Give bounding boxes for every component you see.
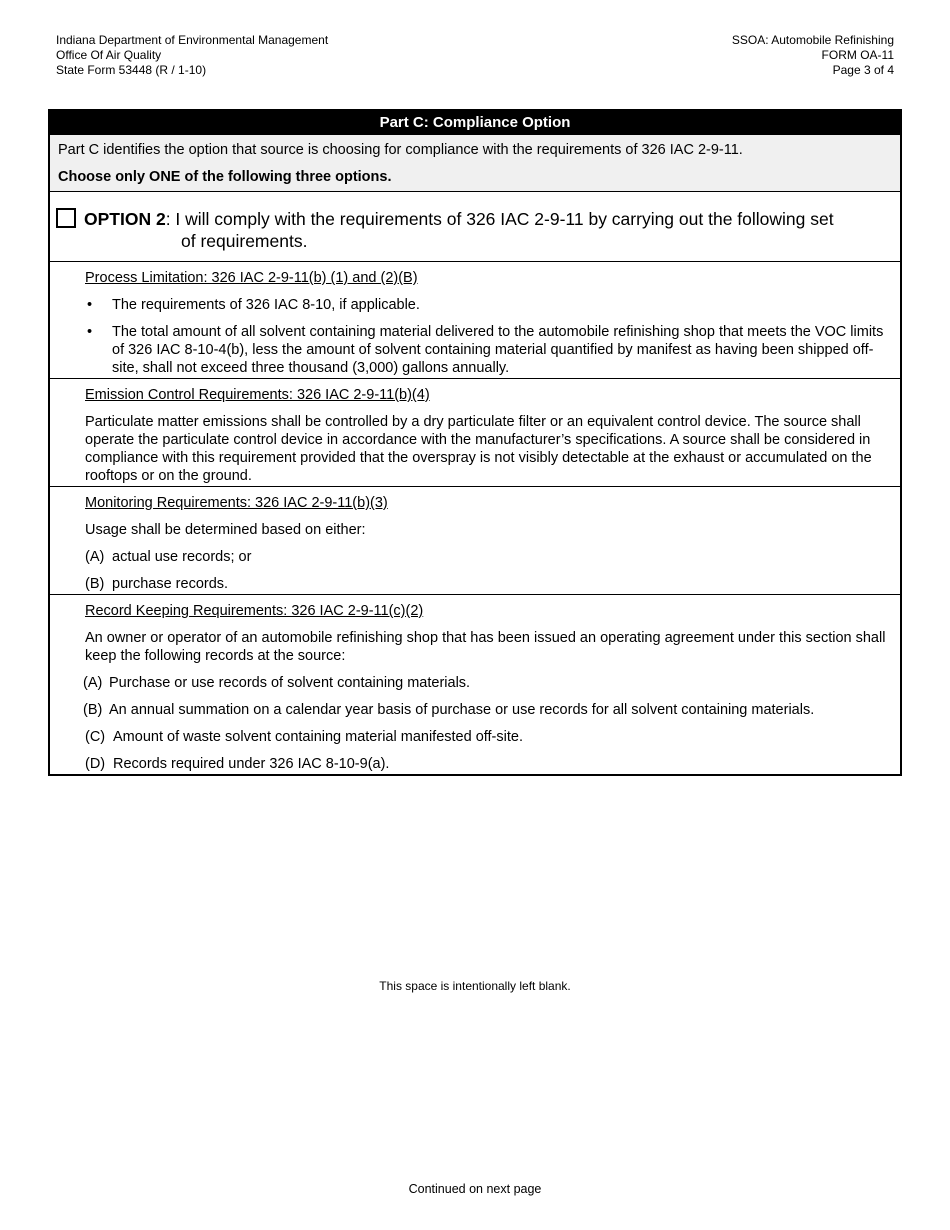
part-c-title: Part C: Compliance Option [50,111,900,135]
office-name: Office Of Air Quality [56,48,162,62]
continued-note: Continued on next page [408,1182,542,1196]
monitoring-heading: Monitoring Requirements: 326 IAC 2-9-11(b)(3) [85,495,388,511]
item-text: Amount of waste solvent containing material manifested off-site. [113,729,523,745]
item-tag: (A) [83,675,103,691]
record-keeping-section [50,595,900,773]
process-bullet-text: The requirements of 326 IAC 8-10, if applicable. [112,297,420,313]
item-tag: (B) [85,576,105,592]
option-2-label: OPTION 2 [84,209,166,229]
part-c-description: Part C identifies the option that source is choosing for compliance with the requirements of 326 IAC 2-9-11. [58,142,743,158]
item-tag: (D) [85,756,106,772]
option-2-checkbox[interactable] [56,208,76,228]
form-id: FORM OA-11 [821,48,894,62]
item-text: An annual summation on a calendar year basis of purchase or use records for all solvent containing materials. [109,702,815,718]
emission-control-text: Particulate matter emissions shall be controlled by a dry particulate filter or an equivalent control device. The source shall operate the particulate control device in accordance with the manufacturer’s specifications. A source shall be considered in compliance with this requirement provided that the overspray is not visibly detectable at the exhaust or accumulated on the rooftops or on the ground. [85,414,872,484]
header-agency-block [56,33,328,78]
monitoring-section [50,487,900,595]
header-form-block [732,33,894,78]
item-text: Records required under 326 IAC 8-10-9(a). [113,756,390,772]
part-c-intro [50,135,900,192]
agency-name: Indiana Department of Environmental Management [56,33,329,47]
item-text: purchase records. [112,576,229,592]
emission-control-heading: Emission Control Requirements: 326 IAC 2-9-11(b)(4) [85,387,430,403]
bullet-icon: • [87,324,93,340]
item-tag: (C) [85,729,106,745]
item-tag: (B) [83,702,103,718]
bullet-icon: • [87,297,93,313]
part-c-form [48,109,902,776]
state-form-number: State Form 53448 (R / 1-10) [56,63,207,77]
option-2-text [84,208,886,252]
blank-space-note: This space is intentionally left blank. [379,979,571,993]
process-limitation-heading: Process Limitation: 326 IAC 2-9-11(b) (1) and (2)(B) [85,270,418,286]
form-title: SSOA: Automobile Refinishing [731,33,894,47]
option-2-line-2: of requirements. [181,231,308,251]
option-2-line-1: : I will comply with the requirements of 326 IAC 2-9-11 by carrying out the following set [165,209,834,229]
record-keeping-heading: Record Keeping Requirements: 326 IAC 2-9-11(c)(2) [85,603,424,619]
emission-control-section [50,379,900,487]
item-tag: (A) [85,549,105,565]
list-item [85,728,886,746]
item-text: Purchase or use records of solvent containing materials. [109,675,471,691]
process-limitation-list [85,296,886,378]
list-item [85,548,886,566]
list-item [85,296,886,314]
record-keeping-intro: An owner or operator of an automobile refinishing shop that has been issued an operating agreement under this section shall keep the following records at the source: [85,630,886,664]
part-c-instruction: Choose only ONE of the following three options. [58,169,392,185]
option-2-row [50,192,900,262]
list-item [85,575,886,593]
list-item [85,755,886,773]
page-number: Page 3 of 4 [832,63,894,77]
list-item [83,701,886,719]
process-limitation-section [50,262,900,379]
list-item [83,674,886,692]
monitoring-intro: Usage shall be determined based on either: [85,522,366,538]
process-bullet-text: The total amount of all solvent containing material delivered to the automobile refinishing shop that meets the VOC limits of 326 IAC 8-10-4(b), less the amount of solvent containing material quantified by manifest as having been shipped off-site, shall not exceed three thousand (3,000) gallons annually. [112,324,884,376]
item-text: actual use records; or [112,549,252,565]
list-item [85,323,886,378]
